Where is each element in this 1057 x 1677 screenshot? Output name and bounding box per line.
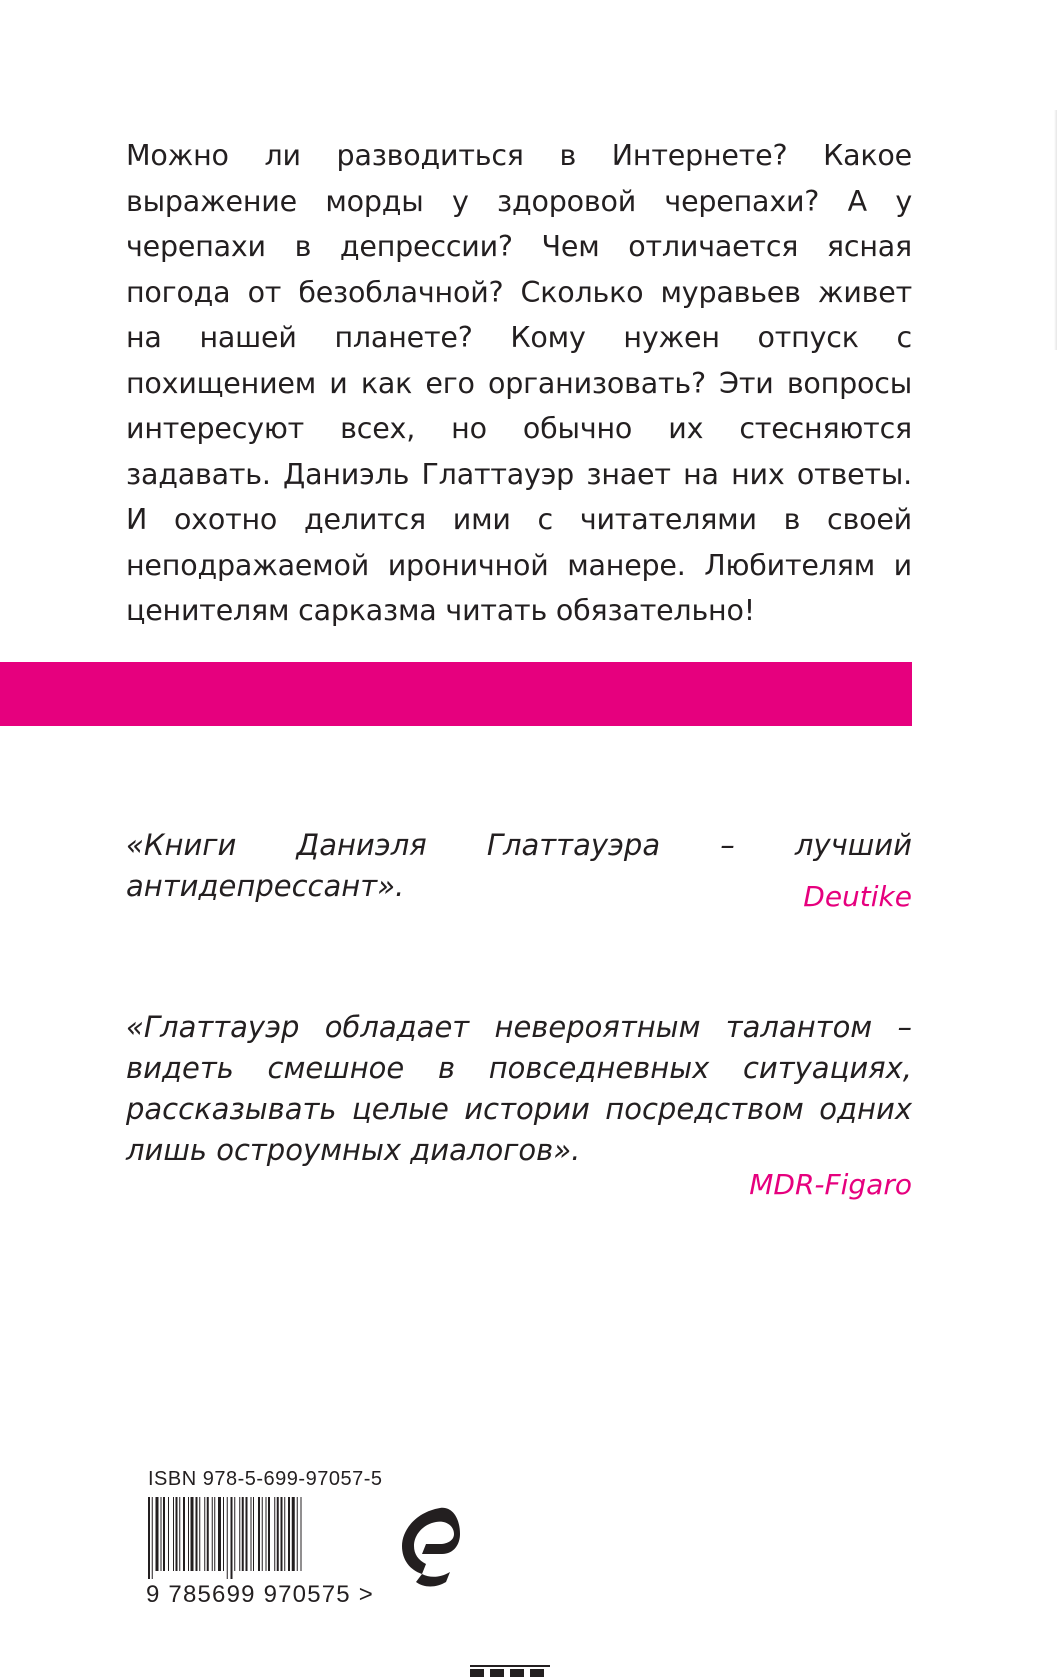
- barcode-bar: [196, 1497, 198, 1571]
- barcode-bar: [188, 1497, 189, 1571]
- barcode-bar: [251, 1497, 252, 1571]
- review-source-2: MDR-Figaro: [749, 1168, 912, 1201]
- barcode-bar: [239, 1497, 240, 1571]
- barcode-bar: [214, 1497, 215, 1571]
- barcode-bar: [163, 1497, 165, 1571]
- barcode-bar: [284, 1497, 285, 1571]
- accent-bar: [0, 662, 912, 726]
- barcode-bar: [274, 1497, 275, 1571]
- barcode-bar: [212, 1497, 213, 1571]
- barcode-icon: [146, 1497, 354, 1579]
- barcode-bar: [234, 1497, 235, 1571]
- eksmo-logo-icon: [396, 1500, 462, 1590]
- barcode-bar: [223, 1497, 224, 1571]
- barcode-bar: [161, 1497, 162, 1571]
- barcode-bar: [179, 1497, 180, 1571]
- barcode-bar: [246, 1497, 248, 1571]
- barcode-bar: [268, 1497, 270, 1571]
- barcode-bar: [288, 1497, 290, 1571]
- barcode-digits: 9 785699 970575 >: [146, 1581, 374, 1608]
- barcode-bar: [262, 1497, 263, 1571]
- isbn-label: ISBN 978-5-699-97057-5: [148, 1468, 383, 1490]
- barcode-bar: [297, 1497, 298, 1571]
- barcode-bar: [148, 1497, 150, 1579]
- barcode-bar: [183, 1497, 185, 1571]
- barcode-bar: [199, 1497, 200, 1571]
- barcode-bar: [191, 1497, 194, 1571]
- barcode-bar: [204, 1497, 205, 1571]
- barcode-bar: [301, 1497, 302, 1571]
- barcode-bar: [227, 1497, 228, 1579]
- book-blurb: Можно ли разводиться в Интернете? Какое выражение морды у здоровой черепахи? А у черепахи в депрессии? Чем отличается ясная погода от безоблачной? Сколько муравьев живет на нашей планете? Кому нужен отпуск с похищением и как его организовать? Эти вопросы интересуют всех, но обычно их стесняются задавать. Даниэль Глаттауэр знает на них ответы. И охотно делится ими с читателями в своей неподражаемой ироничной манере. Любителям и ценителям сарказма читать обязательно!: [126, 139, 912, 627]
- bottom-crop-mark: [470, 1665, 550, 1677]
- barcode-bar: [266, 1497, 267, 1571]
- review-quote-1: «Книги Даниэля Глаттауэра – лучший антидепрессант».: [126, 828, 912, 903]
- barcode-bar: [292, 1497, 295, 1571]
- barcode-bar: [173, 1497, 174, 1571]
- barcode-bar: [156, 1497, 159, 1571]
- barcode-bar: [277, 1497, 279, 1571]
- barcode-bar: [152, 1497, 153, 1579]
- barcode-bar: [168, 1497, 169, 1571]
- barcode-bar: [281, 1497, 283, 1571]
- barcode-bar: [207, 1497, 209, 1571]
- barcode-bar: [258, 1497, 260, 1571]
- barcode-bar: [253, 1497, 254, 1571]
- barcode-bar: [176, 1497, 178, 1571]
- review-source-1: Deutike: [803, 880, 912, 913]
- barcode-block: [146, 1468, 386, 1609]
- barcode-bar: [218, 1497, 221, 1571]
- barcode-bar: [242, 1497, 244, 1571]
- review-quote-2: «Глаттауэр обладает невероятным талантом – видеть смешное в повседневных ситуациях, рассказывать целые истории посредством одних лишь остроумных диалогов».: [126, 1010, 912, 1167]
- barcode-bar: [231, 1497, 233, 1579]
